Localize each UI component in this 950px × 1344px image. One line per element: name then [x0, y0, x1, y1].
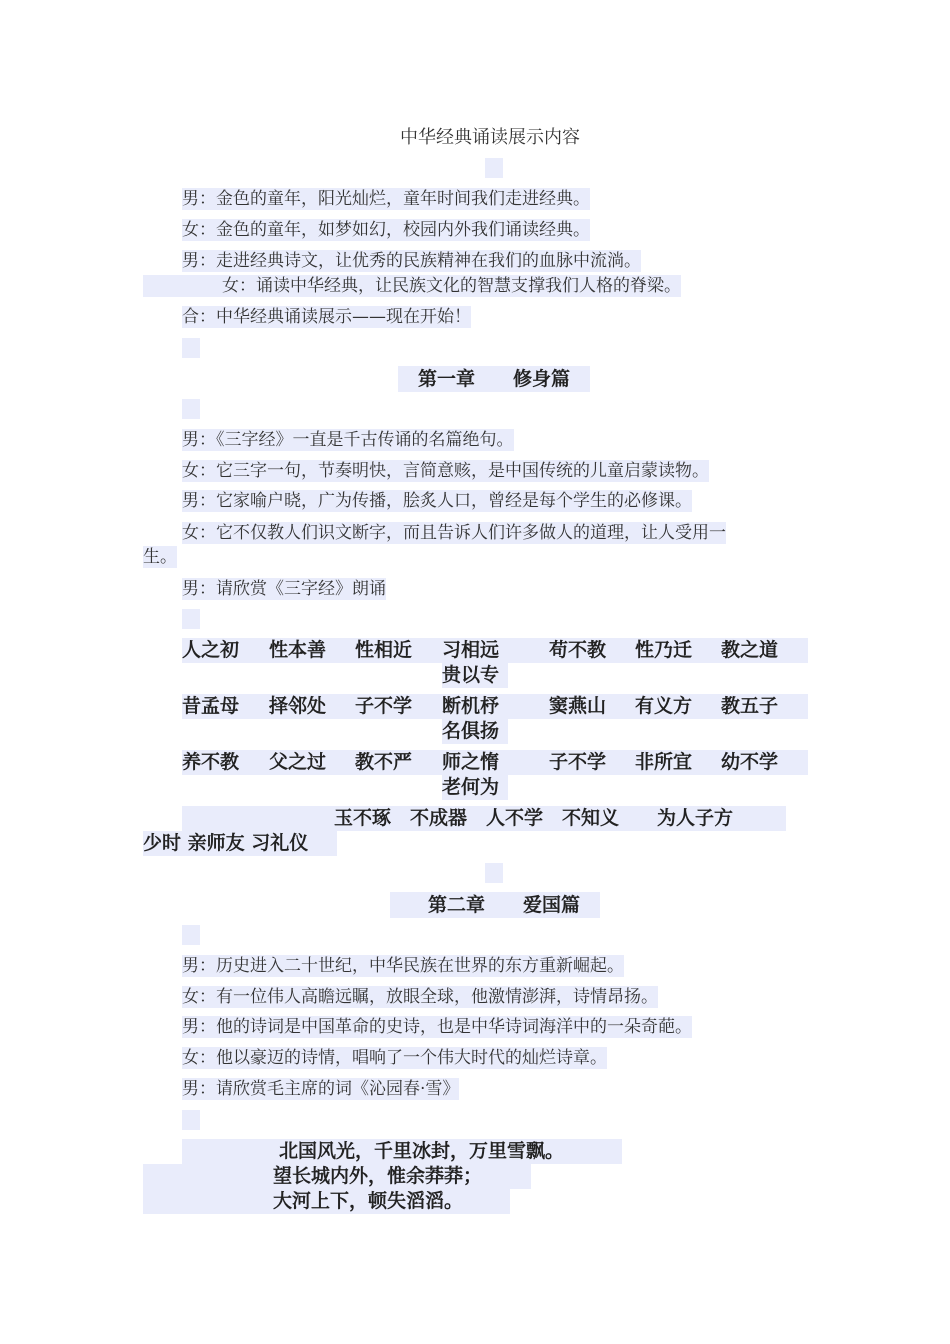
empty-paragraph-mark [485, 863, 503, 883]
poem-verse: 苟不教 [549, 639, 607, 661]
chapter-title: 第一章 修身篇 [398, 366, 590, 392]
poem-verse: 教不严 [355, 751, 413, 773]
dialogue-line: 男：请欣赏《三字经》朗诵 [182, 579, 386, 599]
poem-verse: 养不教 [182, 751, 240, 773]
dialogue-line: 生。 [143, 547, 177, 567]
poem-verse: 子不学 [355, 695, 413, 717]
poem-verse: 教五子 [721, 695, 779, 717]
poem-verse: 窦燕山 [549, 695, 607, 717]
indent-highlight [143, 275, 223, 297]
poem-verse: 有义方 [635, 695, 693, 717]
poem-verse: 教之道 [721, 639, 779, 661]
dialogue-line: 男：他的诗词是中国革命的史诗，也是中华诗词海洋中的一朵奇葩。 [182, 1017, 692, 1037]
intro-line: 男：金色的童年，阳光灿烂，童年时间我们走进经典。 [182, 189, 590, 209]
empty-paragraph-mark [182, 609, 200, 629]
poem-verse: 少时 亲师友 习礼仪 [143, 832, 309, 854]
dialogue-line: 女：它不仅教人们识文断字，而且告诉人们许多做人的道理，让人受用一 [182, 523, 726, 543]
page-title: 中华经典诵读展示内容 [400, 127, 580, 148]
empty-paragraph-mark [485, 158, 503, 178]
poem-verse: 性乃迁 [635, 639, 693, 661]
empty-paragraph-mark [182, 1110, 200, 1130]
poem-verse: 玉不琢 不成器 人不学 不知义 为人子方 [334, 807, 734, 829]
empty-paragraph-mark [182, 925, 200, 945]
poem-verse: 名俱扬 [442, 720, 500, 742]
dialogue-line: 女：它三字一句，节奏明快，言简意赅，是中国传统的儿童启蒙读物。 [182, 461, 709, 481]
poem-verse: 性相近 [355, 639, 413, 661]
intro-line: 男：走进经典诗文，让优秀的民族精神在我们的血脉中流淌。 [182, 251, 641, 271]
poem-verse: 性本善 [269, 639, 327, 661]
empty-paragraph-mark [182, 399, 200, 419]
poem-verse: 断机杼 [442, 695, 500, 717]
intro-line: 合：中华经典诵读展示——现在开始！ [182, 307, 471, 327]
intro-line: 女：诵读中华经典，让民族文化的智慧支撑我们人格的脊梁。 [222, 276, 681, 296]
empty-paragraph-mark [182, 338, 200, 358]
poem-line: 北国风光，千里冰封，万里雪飘。 [279, 1140, 565, 1162]
poem-verse: 父之过 [269, 751, 327, 773]
dialogue-line: 女：有一位伟人高瞻远瞩，放眼全球，他激情澎湃，诗情昂扬。 [182, 987, 658, 1007]
poem-verse: 老何为 [442, 776, 500, 798]
chapter-title: 第二章 爱国篇 [390, 892, 600, 918]
poem-line: 望长城内外，惟余莽莽； [273, 1165, 483, 1187]
poem-verse: 师之惰 [442, 751, 500, 773]
dialogue-line: 男：《三字经》一直是千古传诵的名篇绝句。 [182, 430, 514, 450]
poem-verse: 贵以专 [442, 664, 500, 686]
dialogue-line: 男：它家喻户晓，广为传播，脍炙人口，曾经是每个学生的必修课。 [182, 491, 692, 511]
poem-verse: 人之初 [182, 639, 240, 661]
dialogue-line: 男：历史进入二十世纪，中华民族在世界的东方重新崛起。 [182, 956, 624, 976]
poem-verse: 昔孟母 [182, 695, 240, 717]
poem-verse: 非所宜 [635, 751, 693, 773]
poem-verse: 子不学 [549, 751, 607, 773]
poem-line: 大河上下，顿失滔滔。 [273, 1190, 464, 1212]
poem-verse: 择邻处 [269, 695, 327, 717]
intro-line: 女：金色的童年，如梦如幻，校园内外我们诵读经典。 [182, 220, 590, 240]
poem-verse: 幼不学 [721, 751, 779, 773]
poem-verse: 习相远 [442, 639, 500, 661]
dialogue-line: 女：他以豪迈的诗情，唱响了一个伟大时代的灿烂诗章。 [182, 1048, 607, 1068]
dialogue-line: 男：请欣赏毛主席的词《沁园春·雪》 [182, 1079, 460, 1099]
